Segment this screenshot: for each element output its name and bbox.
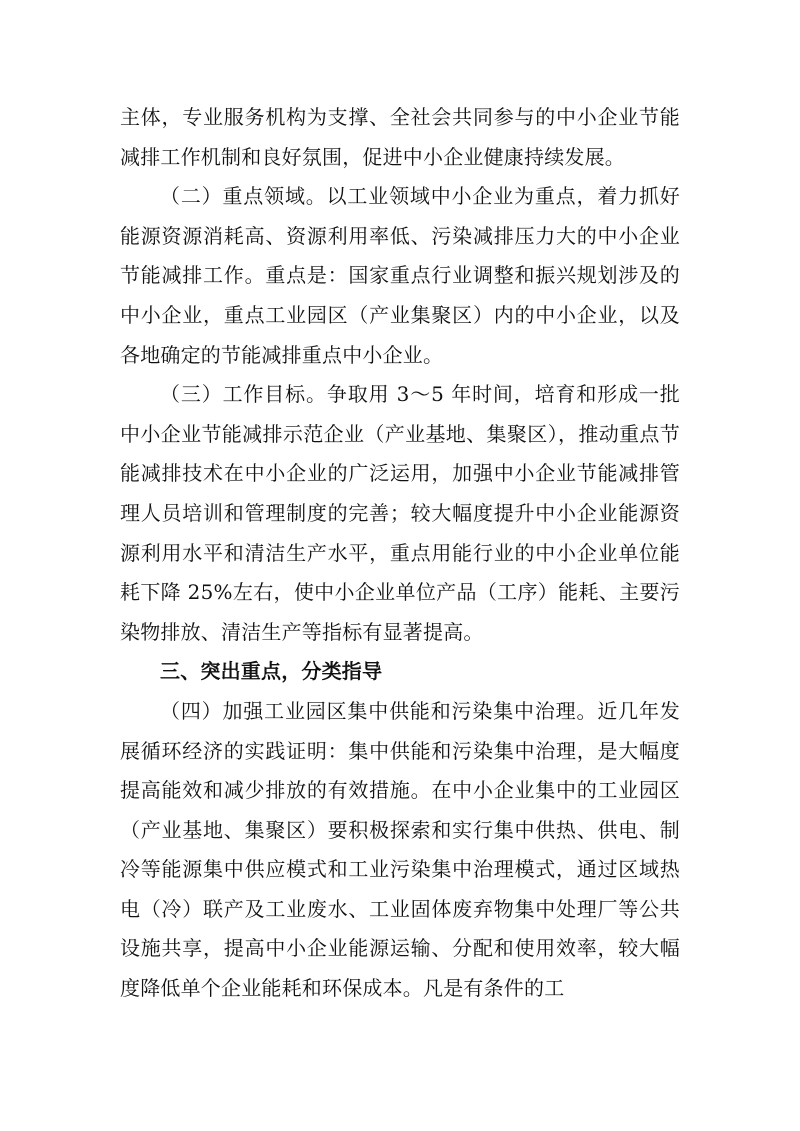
paragraph-industrial-parks: （四）加强工业园区集中供能和污染集中治理。近几年发展循环经济的实践证明：集中供能和污染集中治理，是大幅度提高能效和减少排放的有效措施。在中小企业集中的工业园区（产业基地、集聚区）要积极探索和实行集中供热、供电、制冷等能源集中供应模式和工业污染集中治理模式，通过区域热电（冷）联产及工业废水、工业固体废弃物集中处理厂等公共设施共享，提高中小企业能源运输、分配和使用效率，较大幅度降低单个企业能耗和环保成本。凡是有条件的工 xyxy=(120,698,680,1001)
document-body xyxy=(120,98,680,1009)
paragraph-continuation: 主体，专业服务机构为支撑、全社会共同参与的中小企业节能减排工作机制和良好氛围，促进中小企业健康持续发展。 xyxy=(120,105,680,169)
section-heading: 三、突出重点，分类指导 xyxy=(160,659,383,684)
paragraph-key-areas: （二）重点领域。以工业领域中小企业为重点，着力抓好能源资源消耗高、资源利用率低、污染减排压力大的中小企业节能减排工作。重点是：国家重点行业调整和振兴规划涉及的中小企业，重点工业园区（产业集聚区）内的中小企业，以及各地确定的节能减排重点中小企业。 xyxy=(120,184,680,367)
paragraph-work-goals: （三）工作目标。争取用 3～5 年时间，培育和形成一批中小企业节能减排示范企业（产业基地、集聚区），推动重点节能减排技术在中小企业的广泛运用，加强中小企业节能减排管理人员培训和管理制度的完善；较大幅度提升中小企业能源资源利用水平和清洁生产水平，重点用能行业的中小企业单位能耗下降 25%左右，使中小企业单位产品（工序）能耗、主要污染物排放、清洁生产等指标有显著提高。 xyxy=(120,382,680,644)
